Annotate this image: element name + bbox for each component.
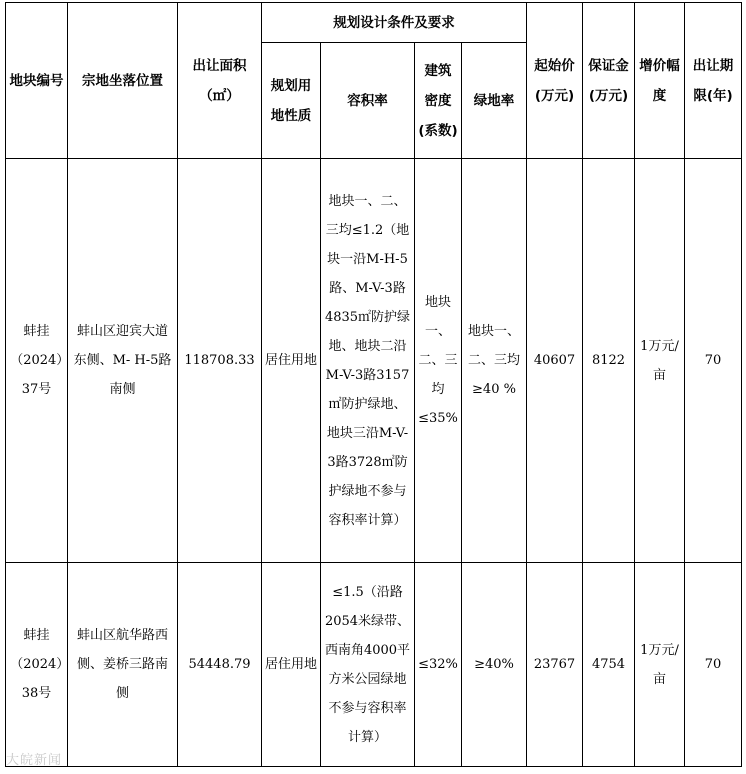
- cell-land-use: 居住用地: [262, 159, 321, 563]
- header-term: 出让期限(年): [685, 3, 742, 159]
- cell-start-price: 23767: [527, 563, 583, 767]
- header-density: 建筑密度(系数): [415, 43, 462, 159]
- cell-area: 118708.33: [178, 159, 262, 563]
- cell-start-price: 40607: [527, 159, 583, 563]
- header-land-use: 规划用地性质: [262, 43, 321, 159]
- cell-far: 地块一、二、三均≤1.2（地块一沿M-H-5路、M-V-3路4835㎡防护绿地、地块二沿M-V-3路3157㎡防护绿地、地块三沿M-V-3路3728㎡防护绿地不参与容积率计算）: [321, 159, 415, 563]
- cell-deposit: 4754: [583, 563, 635, 767]
- table-row: [6, 563, 742, 767]
- header-far: 容积率: [321, 43, 415, 159]
- cell-land-use: 居住用地: [262, 563, 321, 767]
- cell-term: 70: [685, 563, 742, 767]
- cell-plot-no: 蚌挂（2024）38号: [6, 563, 68, 767]
- cell-increment: 1万元/亩: [635, 563, 685, 767]
- cell-density: 地块一、二、三均≤35%: [415, 159, 462, 563]
- cell-far: ≤1.5（沿路2054米绿带、西南角4000平方米公园绿地不参与容积率计算）: [321, 563, 415, 767]
- cell-deposit: 8122: [583, 159, 635, 563]
- header-plot-no: 地块编号: [6, 3, 68, 159]
- watermark: 大皖新闻: [6, 753, 63, 768]
- cell-green: 地块一、二、三均≥40 %: [462, 159, 527, 563]
- header-increment: 增价幅度: [635, 3, 685, 159]
- header-area: 出让面积（㎡）: [178, 3, 262, 159]
- cell-increment: 1万元/亩: [635, 159, 685, 563]
- cell-term: 70: [685, 159, 742, 563]
- header-planning-group: 规划设计条件及要求: [262, 3, 527, 43]
- cell-location: 蚌山区迎宾大道东侧、M- H-5路南侧: [68, 159, 178, 563]
- cell-density: ≤32%: [415, 563, 462, 767]
- header-green: 绿地率: [462, 43, 527, 159]
- header-deposit: 保证金(万元): [583, 3, 635, 159]
- cell-location: 蚌山区航华路西侧、姜桥三路南侧: [68, 563, 178, 767]
- cell-area: 54448.79: [178, 563, 262, 767]
- cell-green: ≥40%: [462, 563, 527, 767]
- header-location: 宗地坐落位置: [68, 3, 178, 159]
- header-start-price: 起始价(万元): [527, 3, 583, 159]
- table-row: [6, 159, 742, 563]
- cell-plot-no: 蚌挂（2024）37号: [6, 159, 68, 563]
- land-transfer-table: [5, 2, 742, 767]
